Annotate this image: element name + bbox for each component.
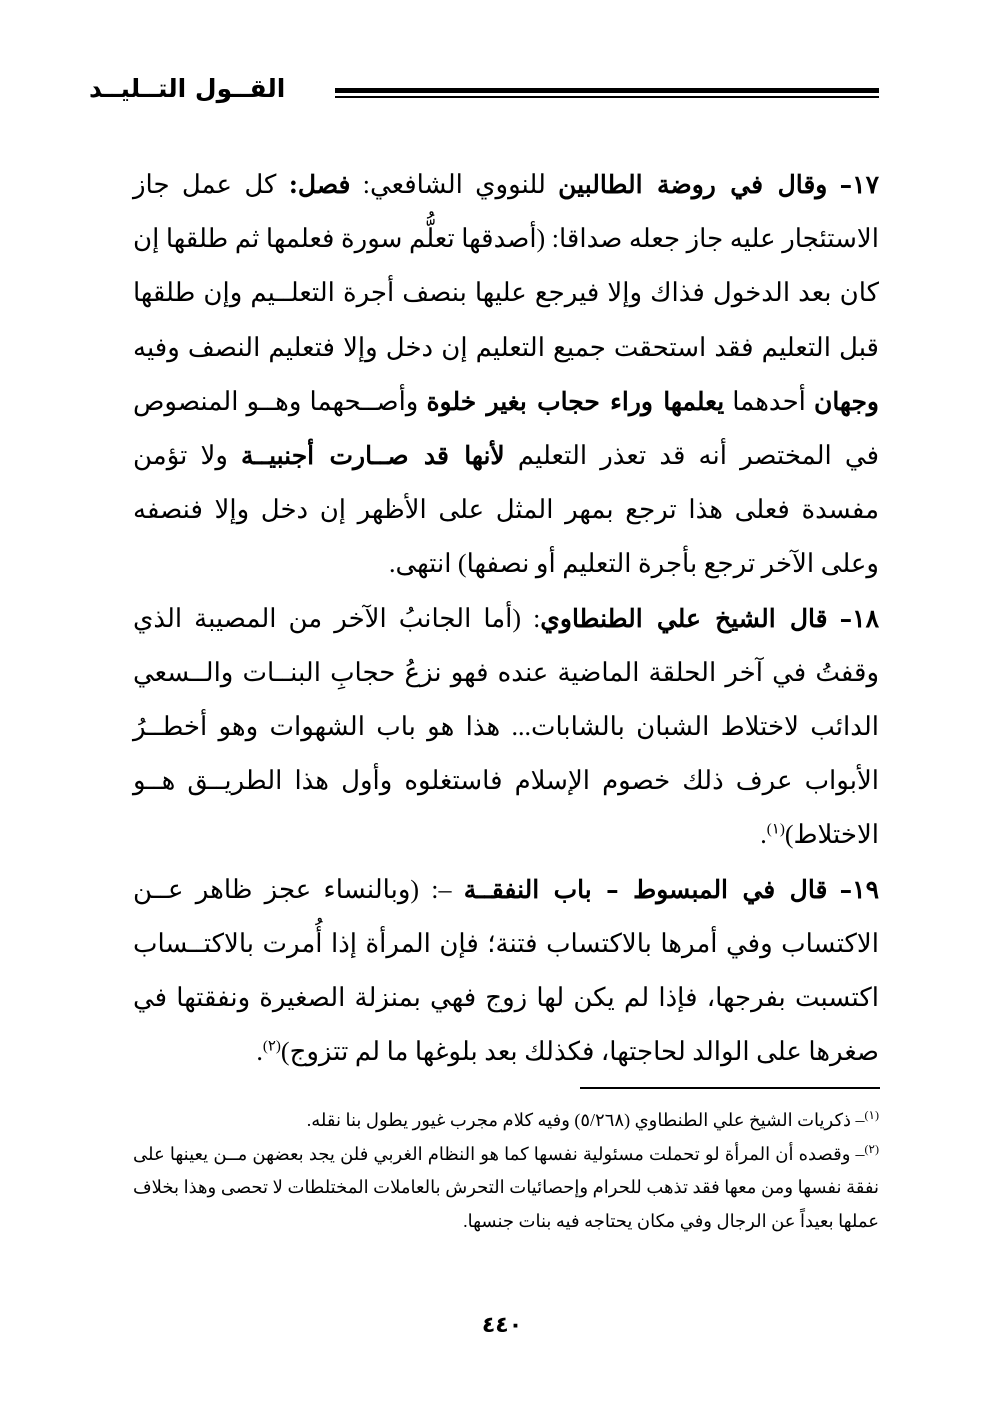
page-number: ٤٤٠ [481, 1313, 523, 1338]
paragraph-number: ١٧– [839, 170, 880, 199]
running-header-title: القــول التــليــد [89, 74, 286, 103]
paragraph-18 [133, 592, 879, 863]
footnote-text: – وقصده أن المرأة لو تحملت مسئولية نفسها كما هو النظام الغربي فلن يجد بعضهن مــن يعينها على نفقة نفسها ومن معها فقد تذهب للحرام وإحصائيات التحرش بالعاملات المختلطات لا تحصى وهذا بخلاف عملها بعيداً عن الرجال وفي مكان يحتاجه فيه بنات جنسها. [133, 1143, 879, 1231]
text-run: : (أما الجانبُ الآخر من المصيبة الذي وقفتُ في آخر الحلقة الماضية عنده فهو نزعُ حجابِ البنــات والــسعي الدائب لاختلاط الشبان بالشابات... هذا هو باب الشهوات وهو أخطــرُ الأبواب عرف ذلك خصوم الإسلام فاستغلوه وأول هذا الطريــق هــو الاختلاط) [133, 603, 879, 850]
text-run: للنووي الشافعي: [350, 170, 559, 199]
text-run: ولا تؤمن مفسدة فعلى هذا ترجع بمهر المثل على الأظهر إن دخل وإلا فنصفه وعلى الآخر ترجع بأجرة التعليم أو نصفها) انتهى. [133, 441, 879, 579]
paragraph-number: ١٨– [839, 603, 879, 633]
footnotes [133, 1104, 879, 1238]
bold-phrase: يعلمها وراء حجاب بغير خلوة [426, 386, 725, 416]
text-run: . [256, 1037, 263, 1067]
footnote-separator [580, 1087, 880, 1089]
footnote-1 [133, 1104, 879, 1138]
footnote-marker: (١) [864, 1108, 879, 1122]
footnote-text: – ذكريات الشيخ علي الطنطاوي (٥/٢٦٨) وفيه كلام مجرب غيور يطول بنا نقله. [306, 1110, 865, 1130]
text-run: . [760, 820, 767, 850]
bold-phrase: لأنها قد صــارت أجنبيــة [241, 441, 505, 471]
bold-phrase: وجهان [813, 386, 879, 416]
main-text [133, 158, 879, 1079]
paragraph-17 [133, 158, 879, 592]
text-run: أحدهما [724, 386, 814, 416]
bold-phrase: قال في المبسوط – باب النفقــة [463, 874, 828, 904]
bold-phrase: قال الشيخ علي الطنطاوي [540, 603, 828, 633]
footnote-2 [133, 1138, 879, 1239]
paragraph-19 [133, 863, 879, 1080]
text-run: –: (وبالنساء عجز ظاهر عــن الاكتساب وفي أمرها بالاكتساب فتنة؛ فإن المرأة إذا أُمرت بالاكتــساب اكتسبت بفرجها، فإذا لم يكن لها زوج فهي بمنزلة الصغيرة ونفقتها في صغرها على الوالد لحاجتها، فكذلك بعد بلوغها ما لم تتزوج) [133, 874, 879, 1067]
header-rule-thin [335, 96, 879, 98]
header-rule-thick [335, 88, 879, 93]
text-run: كل عمل جاز الاستئجار عليه جاز جعله صداقا: (أصدقها تعلُّم سورة فعلمها ثم طلقها إن كان بعد الدخول فذاك وإلا فيرجع عليها بنصف أجرة التعلــيم وإن طلقها قبل التعليم فقد استحقت جميع التعليم إن دخل وإلا فتعليم النصف وفيه [133, 170, 879, 362]
bold-phrase: فصل: [288, 170, 351, 199]
footnote-reference[interactable]: (١) [766, 821, 785, 838]
footnote-reference[interactable]: (٢) [262, 1038, 281, 1055]
bold-phrase: وقال في روضة الطالبين [558, 170, 828, 199]
footnote-marker: (٢) [864, 1141, 879, 1156]
paragraph-number: ١٩– [839, 874, 879, 904]
text-run: وأصــحهما وهــو المنصوص في المختصر أنه قد تعذر التعليم [133, 386, 880, 471]
